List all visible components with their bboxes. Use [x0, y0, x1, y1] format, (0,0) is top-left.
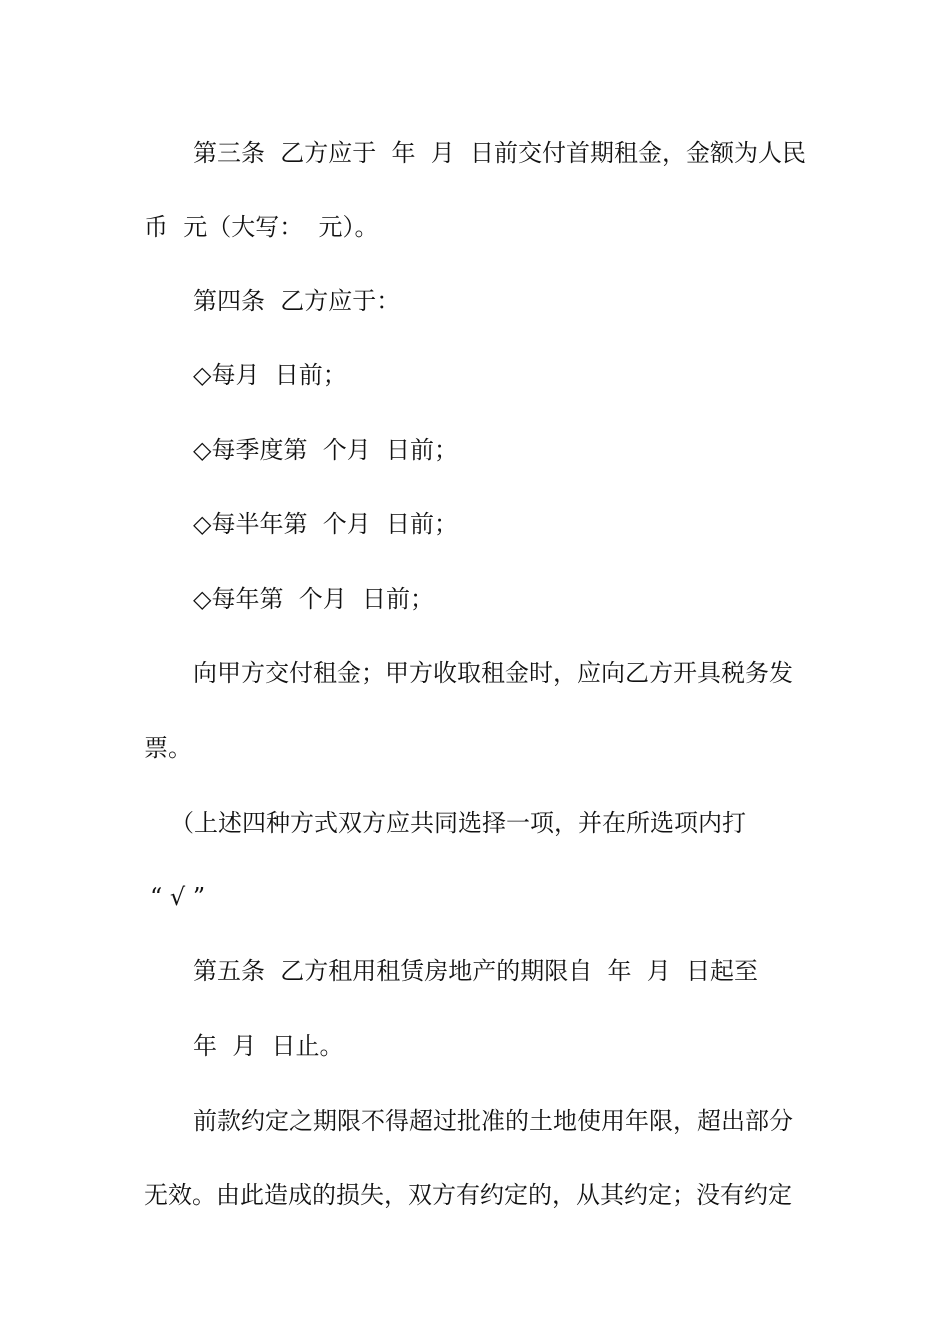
term-limit-line-2: 无效。由此造成的损失，双方有约定的，从其约定；没有约定 — [144, 1181, 792, 1209]
payment-clause-line-1: 向甲方交付租金；甲方收取租金时，应向乙方开具税务发 — [193, 659, 793, 687]
article-5-line-2: 年 月 日止。 — [193, 1032, 344, 1060]
selection-note-line-2: “ √ ” — [150, 883, 206, 911]
option-half-yearly: ◇每半年第 个月 日前； — [193, 510, 458, 538]
payment-clause-line-2: 票。 — [144, 734, 192, 762]
article-3-line-2: 币 元（大写： 元）。 — [144, 213, 379, 241]
article-4-heading: 第四条 乙方应于： — [193, 287, 401, 315]
option-monthly: ◇每月 日前； — [193, 361, 347, 389]
option-yearly: ◇每年第 个月 日前； — [193, 585, 434, 613]
article-5-line-1: 第五条 乙方租用租赁房地产的期限自 年 月 日起至 — [193, 957, 759, 985]
article-3-line-1: 第三条 乙方应于 年 月 日前交付首期租金，金额为人民 — [193, 139, 807, 167]
option-quarterly: ◇每季度第 个月 日前； — [193, 436, 458, 464]
term-limit-line-1: 前款约定之期限不得超过批准的土地使用年限，超出部分 — [193, 1107, 793, 1135]
selection-note-line-1: （上述四种方式双方应共同选择一项，并在所选项内打 — [170, 809, 746, 837]
